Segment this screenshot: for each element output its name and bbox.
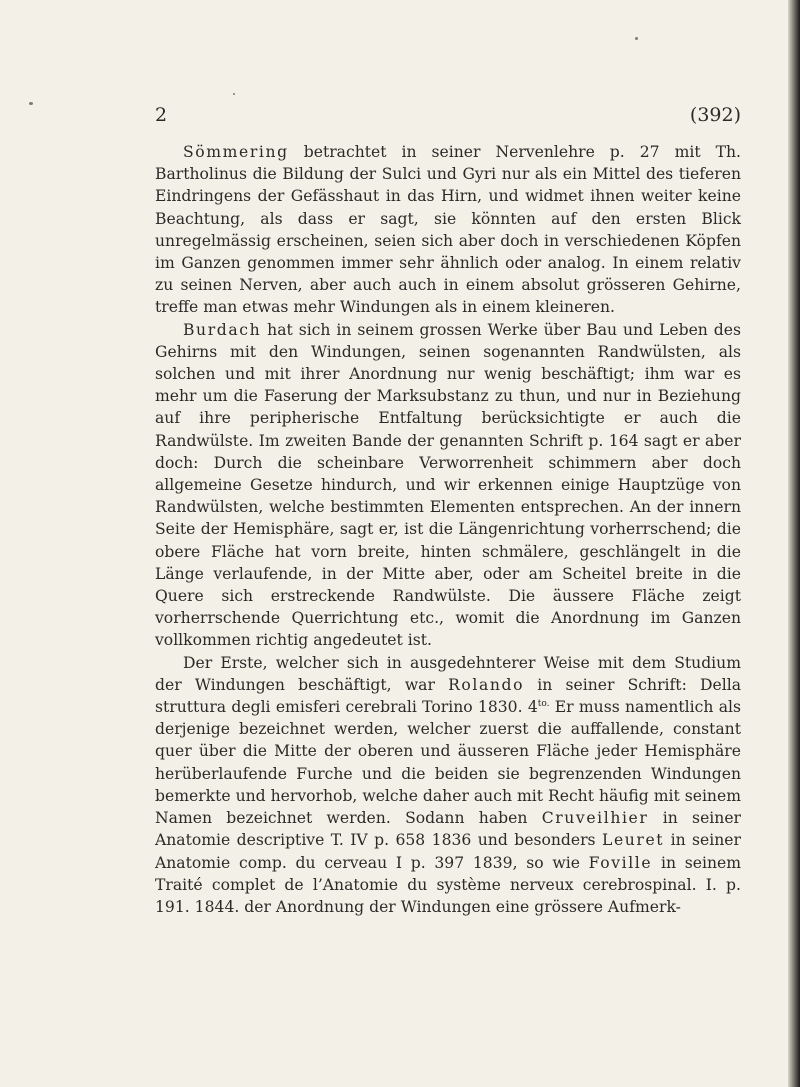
- page-edge-shadow: [788, 0, 800, 1087]
- paragraph-burdach: [155, 319, 741, 652]
- author-name: Foville: [588, 853, 653, 872]
- text-run: in seinem Traité complet de l’Anatomie du système nerveux cerebrospinal. I. p. 191. 1844. der Anordnung der Windungen eine grössere Aufmerk-: [155, 853, 741, 916]
- author-name: Sömmering: [183, 143, 289, 161]
- speck-mark: [233, 93, 235, 95]
- page-header: [155, 104, 741, 134]
- author-name: Cruveilhier: [541, 809, 649, 828]
- author-name: Leuret: [601, 831, 665, 850]
- speck-mark: [635, 37, 638, 40]
- body-text: [155, 141, 741, 918]
- speck-mark: [29, 102, 33, 105]
- text-run: in seiner Anatomie comp. du cerveau I p. 397 1839, so wie: [155, 831, 741, 872]
- text-run: Er muss namentlich als derjenige bezeichnet werden, welcher zuerst die auffallende, constant quer über die Mitte der oberen und äusseren Fläche jeder Hemisphäre herüberlaufende Furche und die beiden sie begrenzenden Windungen bemerkte und hervorhob, welche daher auch mit Recht häufig mit seinem Namen bezeichnet werden. Sodann haben: [155, 698, 741, 828]
- signature-mark: 2: [155, 104, 168, 126]
- text-run: hat sich in seinem grossen Werke über Bau und Leben des Gehirns mit den Windungen, seinen sogenannten Randwülsten, als solchen und mit ihrer Anordnung nur wenig beschäftigt; ihm war es mehr um die Faserung der Marksubstanz zu thun, und nur in Beziehung auf ihre peripherische Entfaltung berücksichtigte er auch die Randwülste. Im zweiten Bande der genannten Schrift p. 164 sagt er aber doch: Durch die scheinbare Verworrenheit schimmern aber doch allgemeine Gesetze hindurch, und wir erkennen einige Hauptzüge von Randwülsten, welche bestimmten Elementen entsprechen. An der innern Seite der Hemisphäre, sagt er, ist die Längenrichtung vorherrschend; die obere Fläche hat vorn breite, hinten schmälere, geschlängelt in die Länge verlaufende, in der Mitte aber, oder am Scheitel breite in die Quere sich erstreckende Randwülste. Die äussere Fläche zeigt vorherrschende Querrichtung etc., womit die Anordnung im Ganzen vollkommen richtig angedeutet ist.: [155, 320, 741, 650]
- paragraph-sömmering: [155, 141, 741, 319]
- paragraph-rolando: [155, 652, 741, 918]
- text-run: in seiner Schrift: Della struttura degli emisferi cerebrali Torino 1830. 4: [155, 675, 741, 717]
- author-name: Burdach: [183, 320, 262, 339]
- author-name: Rolando: [448, 675, 525, 694]
- page-number: (392): [689, 104, 741, 126]
- text-run: in seiner Anatomie descriptive T. IV p. 658 1836 und besonders: [155, 809, 742, 850]
- superscript: to.: [537, 698, 550, 709]
- text-run: Der Erste, welcher sich in ausgedehnterer Weise mit dem Studium der Windungen beschäftigt, war: [155, 653, 741, 694]
- text-run: betrachtet in seiner Nervenlehre p. 27 mit Th. Bartholinus die Bildung der Sulci und Gyri nur als ein Mittel des tieferen Eindringens der Gefässhaut in das Hirn, und widmet ihnen weiter keine Beachtung, als dass er sagt, sie könnten auf den ersten Blick unregelmässig erscheinen, seien sich aber doch in verschiedenen Köpfen im Ganzen genommen immer sehr ähnlich oder analog. In einem relativ zu seinen Nerven, aber auch auch in einem absolut grösseren Gehirne, treffe man etwas mehr Windungen als in einem kleineren.: [155, 143, 741, 317]
